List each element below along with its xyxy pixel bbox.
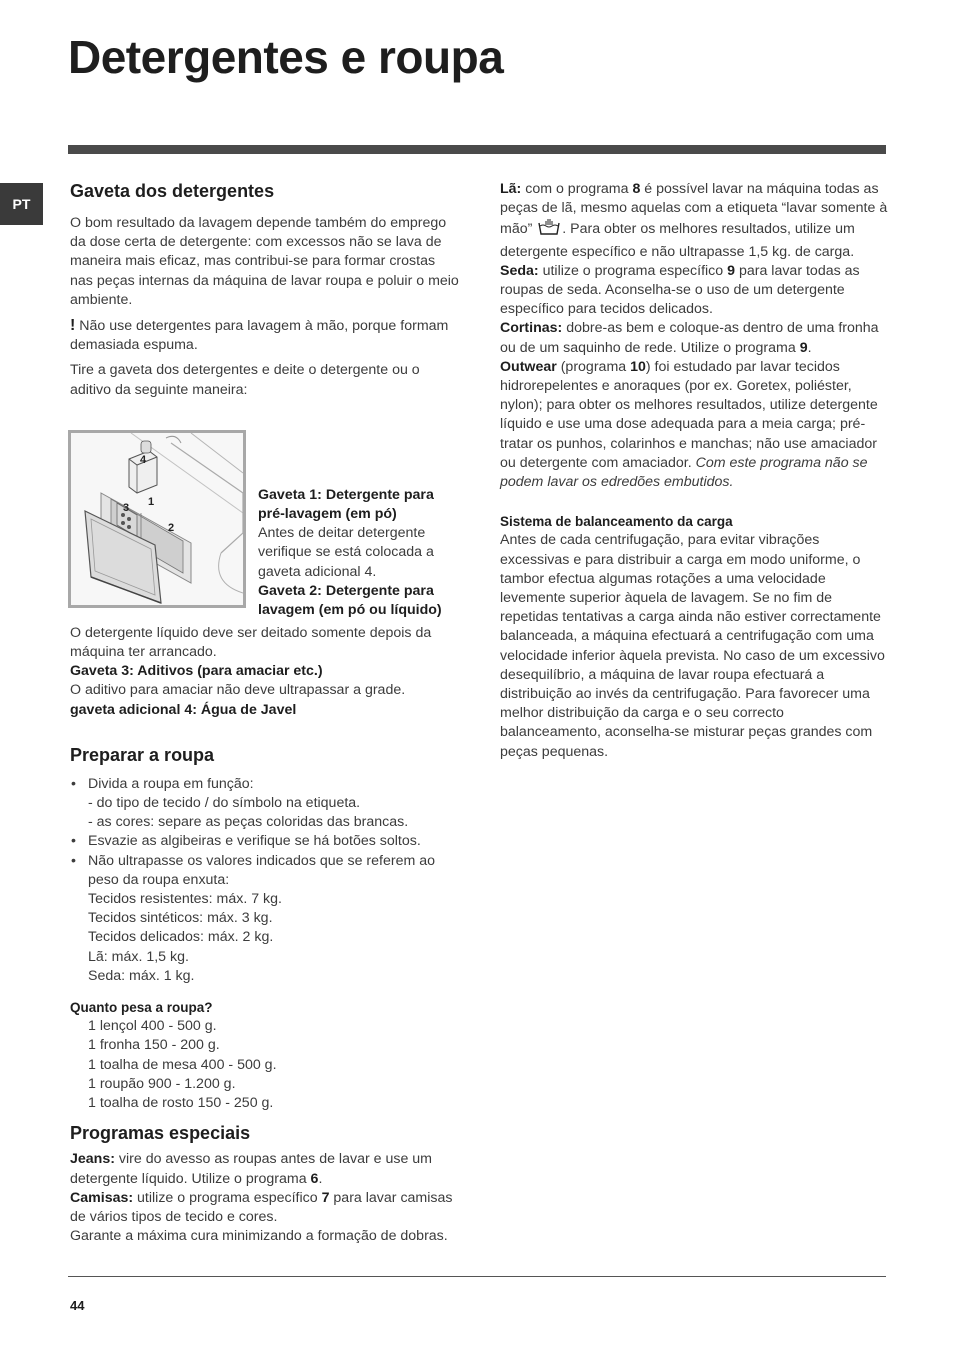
program-la [500,180,888,262]
outwear-text: (programa [556,358,631,375]
figure-label-1: 1 [148,495,155,508]
camisas-extra: Garante a máxima cura minimizando a formação de dobras. [70,1228,448,1245]
gaveta-warning [70,316,460,355]
warning-icon: ! [70,317,76,335]
weight-heading: Quanto pesa a roupa? [70,1000,213,1016]
gaveta-instruction: Tire a gaveta dos detergentes e deite o detergente ou o aditivo da seguinte maneira: [70,362,420,398]
gaveta-intro: O bom resultado da lavagem depende também do emprego da dose certa de detergente: com excessos não se lava de maneira mais eficaz, mas contribui-se para formar crostas nas peças internas da máquina de lavar roupa e poluir o meio ambiente. [70,215,459,308]
detergent-drawer-illustration [68,430,246,608]
hand-wash-icon [537,218,561,242]
language-tab: PT [0,183,43,225]
left-column [70,180,460,1246]
seda-text-end: para lavar todas as roupas de seda. Aconselha-se o uso de um detergente específico para tecidos delicados. [500,262,860,318]
jeans-text-end: . [318,1170,323,1187]
camisas-program-number: 7 [321,1189,330,1206]
warning-text: Não use detergentes para lavagem à mão, porque formam demasiada espuma. [70,318,449,354]
camisas-label: Camisas: [70,1189,134,1206]
seda-label: Seda: [500,262,539,279]
section-heading-preparar: Preparar a roupa [70,744,215,765]
sub-line: Tecidos delicados: máx. 2 kg. [88,929,274,946]
list-item [70,852,460,986]
weight-item: 1 toalha de rosto 150 - 250 g. [88,1095,274,1112]
weight-item: 1 fronha 150 - 200 g. [88,1037,220,1054]
bottom-divider [68,1276,886,1277]
outwear-program-number: 10 [630,358,646,375]
bullet-text: Não ultrapasse os valores indicados que se referem ao peso da roupa enxuta: [88,852,435,888]
drawer3-text: O aditivo para amaciar não deve ultrapassar a grade. [70,682,406,699]
section-heading-programas: Programas especiais [70,1123,251,1144]
outwear-text-b: ) foi estudado par lavar tecidos hidrorepelentes e anoraques (por ex. Goretex, poliéster, nylon); para obter os melhores resultados, utilize detergente líquido e use uma dose adequada para a meia carga; pré-tratar os punhos, colarinhos e manchas; não use amaciador ou detergente com amaciador. [500,358,878,471]
preparar-list [70,775,460,986]
drawer-drawing [71,433,243,605]
program-cortinas [500,319,888,357]
la-program-number: 8 [632,181,641,197]
sub-line: - do tipo de tecido / do símbolo na etiqueta. [88,795,361,812]
drawer1-title: Gaveta 1: Detergente para pré-lavagem (em pó) [258,486,434,523]
page-title: Detergentes e roupa [68,31,504,83]
list-item: • Esvazie as algibeiras e verifique se há botões soltos. [70,832,460,851]
la-text-b: é possível lavar na máquina todas as peças de lã, mesmo aquelas com a etiqueta “lavar somente à mão” [500,181,888,238]
bullet-text: Divida a roupa em função: [88,775,254,792]
program-seda [500,262,888,320]
jeans-program-number: 6 [310,1170,319,1187]
cortinas-program-number: 9 [799,339,808,356]
weight-item: 1 roupão 900 - 1.200 g. [88,1075,236,1092]
figure-label-3: 3 [123,501,130,514]
balanceamento-text: Antes de cada centrifugação, para evitar vibrações excessivas e para distribuir a carga em modo uniforme, o tambor efectua algumas rotações a uma velocidade levemente superior àquela de lavagem. Se no fim de repetidas tentativas a carga ainda não estiver correctamente balanceada, a máquina efectuará a centrifugação com uma velocidade inferior àquela prevista. No caso de um excessivo desequilíbrio, a máquina de lavar roupa efectuará a distribuição ao invés da centrifugação. Para favorecer uma melhor distribuição da carga e o seu correcto balanceamento, aconselha-se misturar peças grandes com peças pequenas. [500,532,885,760]
right-column [500,180,888,762]
page-number: 44 [70,1298,85,1313]
sub-line: Tecidos resistentes: máx. 7 kg. [88,891,282,908]
sub-line: - as cores: separe as peças coloridas das brancas. [88,814,409,831]
la-label: Lã: [500,181,522,197]
seda-program-number: 9 [727,262,736,279]
drawer4-title: gaveta adicional 4: Água de Javel [70,701,297,718]
figure-label-2: 2 [168,521,175,534]
sub-line: Tecidos sintéticos: máx. 3 kg. [88,910,273,927]
weight-item: 1 lençol 400 - 500 g. [88,1018,217,1035]
jeans-text: vire do avesso as roupas antes de lavar e use um detergente líquido. Utilize o programa [70,1151,432,1187]
camisas-text-end: para lavar camisas de vários tipos de tecido e cores. [70,1189,453,1225]
program-jeans [70,1150,460,1188]
sub-line: Lã: máx. 1,5 kg. [88,948,189,965]
program-camisas [70,1189,460,1227]
drawer1-text: Antes de deitar detergente verifique se está colocada a gaveta adicional 4. [258,525,434,580]
drawer-figure-row [70,430,460,646]
weight-list [70,1017,460,1113]
weight-item: 1 toalha de mesa 400 - 500 g. [88,1056,277,1073]
outwear-label: Outwear [500,358,557,375]
la-text-c: . Para obter os melhores resultados, utilize um detergente específico e não ultrapasse 1,5 kg. de carga. [500,221,855,260]
balanceamento-heading: Sistema de balanceamento da carga [500,514,733,530]
jeans-label: Jeans: [70,1151,115,1168]
section-heading-gaveta: Gaveta dos detergentes [70,181,275,201]
la-text: com o programa [521,181,633,197]
seda-text: utilize o programa específico [538,262,728,279]
list-item [70,775,460,833]
cortinas-label: Cortinas: [500,320,563,337]
cortinas-text: dobre-as bem e coloque-as dentro de uma fronha ou de um saquinho de rede. Utilize o programa [500,320,879,356]
sub-line: Seda: máx. 1 kg. [88,967,195,984]
outwear-note: Com este programa não se podem lavar os edredões embutidos. [500,454,868,491]
drawer3-title: Gaveta 3: Aditivos (para amaciar etc.) [70,663,323,680]
cortinas-text-end: . [807,339,812,356]
camisas-text: utilize o programa específico [133,1189,322,1206]
drawer2-title: Gaveta 2: Detergente para lavagem (em pó ou líquido) [258,582,442,619]
drawer-captions [258,486,458,620]
top-divider [68,145,886,154]
program-outwear [500,358,888,492]
figure-label-4: 4 [140,453,147,466]
drawer2-text: O detergente líquido deve ser deitado somente depois da máquina ter arrancado. [70,624,432,661]
